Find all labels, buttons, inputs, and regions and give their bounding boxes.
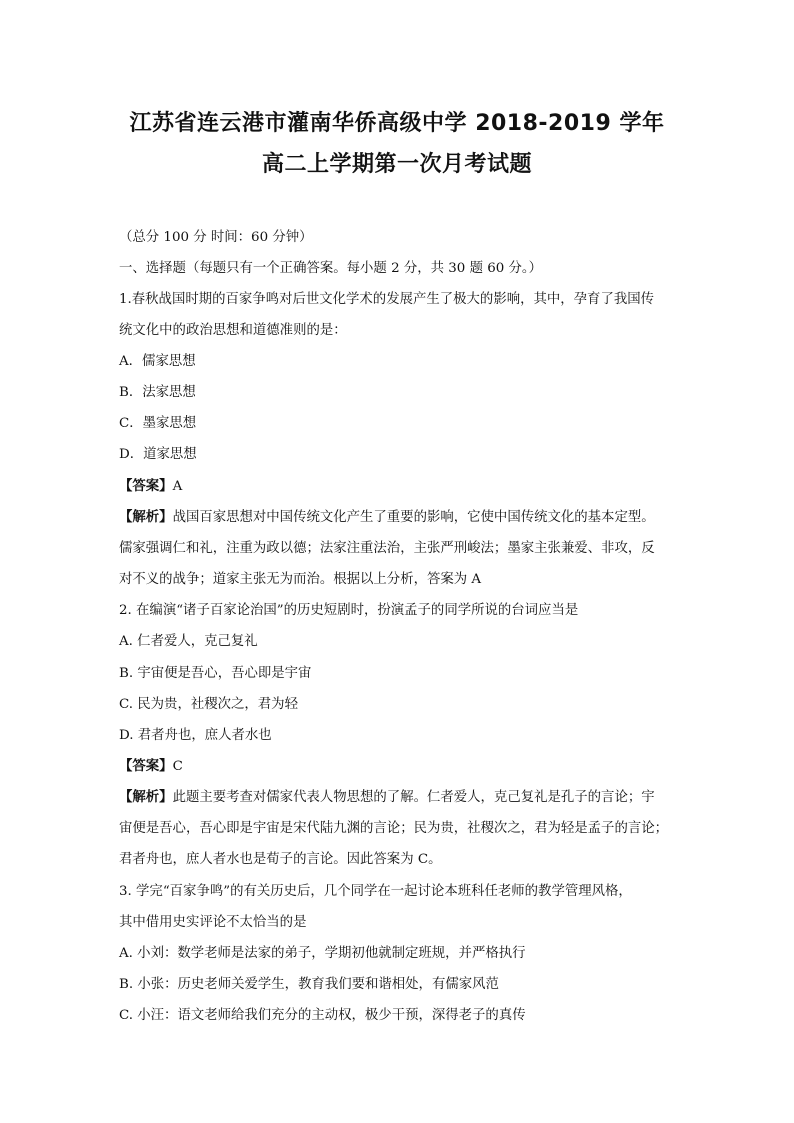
question-3-stem-line2: 其中借用史实评论不太恰当的是 — [119, 915, 307, 930]
analysis-label: 【解析】 — [119, 510, 173, 525]
question-1-analysis-line3: 对不义的战争；道家主张无为而治。根据以上分析，答案为 A — [119, 572, 482, 587]
answer-label: 【答案】 — [119, 759, 173, 774]
answer-value: C — [172, 759, 183, 774]
question-2-analysis-line2: 宙便是吾心，吾心即是宇宙是宋代陆九渊的言论；民为贵，社稷次之，君为轻是孟子的言论； — [119, 821, 669, 836]
question-2-stem: 2. 在编演“诸子百家论治国”的历史短剧时，扮演孟子的同学所说的台词应当是 — [119, 603, 579, 618]
question-2-analysis-line1 — [119, 790, 655, 806]
question-2-option-b: B. 宇宙便是吾心，吾心即是宇宙 — [119, 666, 312, 681]
question-1-option-a: A．儒家思想 — [119, 354, 196, 369]
question-2-option-a: A. 仁者爱人，克己复礼 — [119, 634, 258, 649]
question-1-stem-line1: 1.春秋战国时期的百家争鸣对后世文化学术的发展产生了极大的影响，其中，孕育了我国传 — [119, 292, 655, 307]
section-heading: 一、选择题（每题只有一个正确答案。每小题 2 分，共 30 题 60 分。） — [119, 261, 542, 276]
question-1-option-c: C．墨家思想 — [119, 416, 197, 431]
question-2-analysis-line3: 君者舟也，庶人者水也是荀子的言论。因此答案为 C。 — [119, 852, 442, 867]
question-2-option-c: C. 民为贵，社稷次之，君为轻 — [119, 697, 298, 712]
question-3-stem-line1: 3. 学完“百家争鸣”的有关历史后，几个同学在一起讨论本班科任老师的教学管理风格， — [119, 884, 632, 899]
question-3-option-a: A. 小刘：数学老师是法家的弟子，学期初他就制定班规，并严格执行 — [119, 946, 526, 961]
question-3-option-b: B. 小张：历史老师关爱学生，教育我们要和谐相处，有儒家风范 — [119, 977, 499, 992]
question-1-analysis-line2: 儒家强调仁和礼，注重为政以德；法家注重法治，主张严刑峻法；墨家主张兼爱、非攻，反 — [119, 541, 655, 556]
answer-value: A — [172, 479, 183, 494]
analysis-label: 【解析】 — [119, 790, 173, 805]
document-title-line1: 江苏省连云港市灌南华侨高级中学 2018-2019 学年 — [129, 111, 665, 136]
question-2-answer — [119, 759, 183, 775]
question-1-option-d: D．道家思想 — [119, 447, 197, 462]
question-1-answer — [119, 479, 182, 495]
exam-info: （总分 100 分 时间：60 分钟） — [119, 230, 313, 245]
question-1-stem-line2: 统文化中的政治思想和道德准则的是： — [119, 323, 347, 338]
analysis-text: 此题主要考查对儒家代表人物思想的了解。仁者爱人，克己复礼是孔子的言论；宇 — [172, 790, 655, 805]
question-2-option-d: D. 君者舟也，庶人者水也 — [119, 728, 272, 743]
analysis-text: 战国百家思想对中国传统文化产生了重要的影响，它使中国传统文化的基本定型。 — [172, 510, 655, 525]
question-3-option-c: C. 小汪：语文老师给我们充分的主动权，极少干预，深得老子的真传 — [119, 1008, 526, 1023]
answer-label: 【答案】 — [119, 479, 173, 494]
question-1-option-b: B．法家思想 — [119, 385, 196, 400]
document-title-line2: 高二上学期第一次月考试题 — [261, 152, 532, 177]
question-1-analysis-line1 — [119, 510, 655, 526]
